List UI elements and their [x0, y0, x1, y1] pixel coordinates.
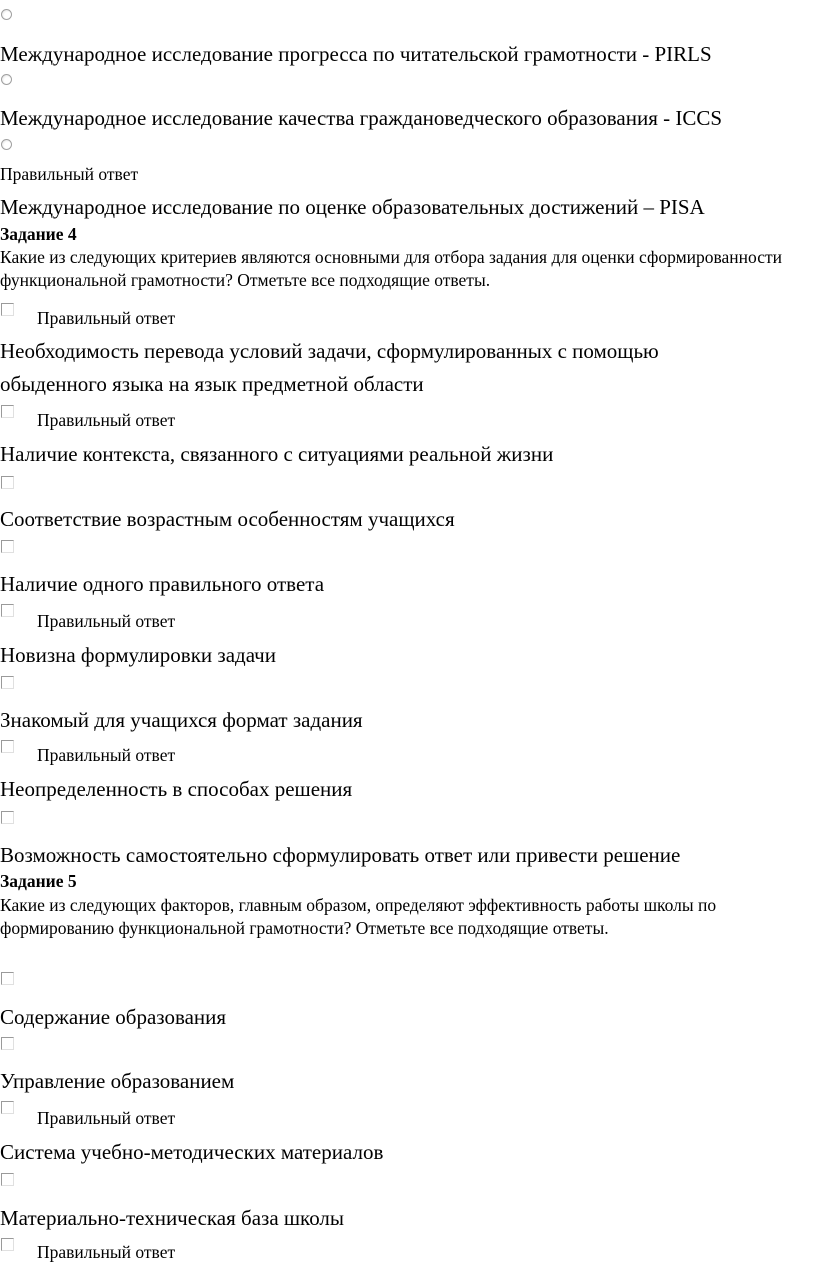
option-label: Международное исследование по оценке образовательных достижений – PISA	[0, 195, 705, 219]
correct-answer-label: Правильный ответ	[37, 308, 176, 328]
correct-answer-label: Правильный ответ	[37, 410, 176, 430]
radio-button[interactable]	[1, 74, 12, 85]
task-title: Задание 5	[0, 871, 77, 891]
checkbox[interactable]	[1, 476, 14, 489]
option-label: Наличие контекста, связанного с ситуациями реальной жизни	[0, 442, 554, 466]
option-label: Материально-техническая база школы	[0, 1206, 345, 1230]
radio-button[interactable]	[1, 139, 12, 150]
option-label: Возможность самостоятельно сформулировать ответ или привести решение	[0, 843, 681, 867]
option-label: Наличие одного правильного ответа	[0, 572, 325, 596]
task-title: Задание 4	[0, 224, 77, 244]
option-label: Знакомый для учащихся формат задания	[0, 708, 363, 732]
correct-answer-label: Правильный ответ	[37, 1108, 176, 1128]
option-label: Международное исследование качества граждановедческого образования - ICCS	[0, 106, 723, 130]
correct-answer-label: Правильный ответ	[37, 745, 176, 765]
option-label: Необходимость перевода условий задачи, сформулированных с помощью	[0, 339, 659, 363]
checkbox[interactable]	[1, 540, 14, 553]
checkbox[interactable]	[1, 972, 14, 985]
correct-answer-label: Правильный ответ	[0, 164, 139, 184]
option-label: Содержание образования	[0, 1005, 227, 1029]
checkbox[interactable]	[1, 811, 14, 824]
task-question: Какие из следующих критериев являются основными для отбора задания для оценки сформированности функциональной грамотности? Отметьте все подходящие ответы.	[0, 247, 783, 290]
checkbox[interactable]	[1, 1173, 14, 1186]
checkbox[interactable]	[1, 1101, 14, 1114]
checkbox[interactable]	[1, 604, 14, 617]
task-question: Какие из следующих факторов, главным образом, определяют эффективность работы школы по формированию функциональной грамотности? Отметьте все подходящие ответы.	[0, 895, 717, 938]
option-label: Международное исследование прогресса по читательской грамотности - PIRLS	[0, 42, 712, 66]
checkbox[interactable]	[1, 405, 14, 418]
option-label: Система учебно-методических материалов	[0, 1140, 384, 1164]
checkbox[interactable]	[1, 1238, 14, 1251]
correct-answer-label: Правильный ответ	[37, 1242, 176, 1262]
correct-answer-label: Правильный ответ	[37, 611, 176, 631]
checkbox[interactable]	[1, 1037, 14, 1050]
radio-button[interactable]	[1, 9, 12, 20]
option-label: обыденного языка на язык предметной области	[0, 372, 424, 396]
option-label: Соответствие возрастным особенностям учащихся	[0, 507, 455, 531]
option-label: Новизна формулировки задачи	[0, 643, 276, 667]
checkbox[interactable]	[1, 676, 14, 689]
checkbox[interactable]	[1, 740, 14, 753]
checkbox[interactable]	[1, 303, 14, 316]
option-label: Управление образованием	[0, 1069, 235, 1093]
option-label: Неопределенность в способах решения	[0, 777, 353, 801]
